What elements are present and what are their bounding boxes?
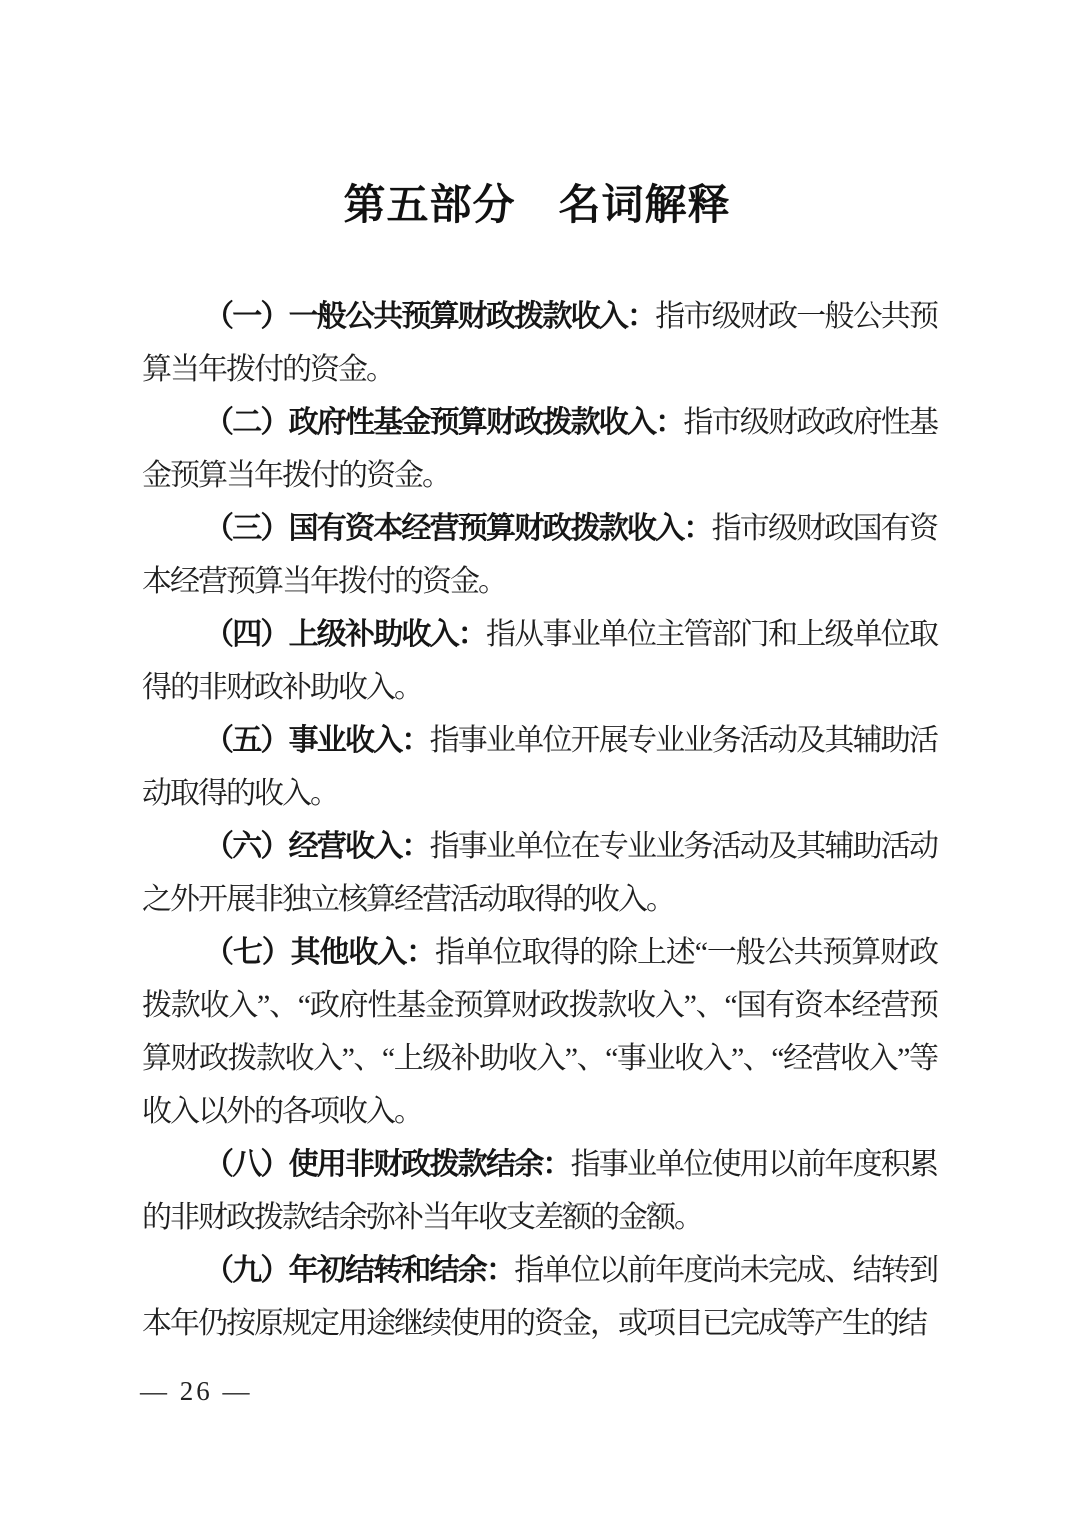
term-definition: 指事业单位开展专业业务活动及其辅助活动取得的收入。 — [142, 724, 938, 810]
term-label: （一）一般公共预算财政拨款收入： — [204, 300, 656, 333]
term-label: （六）经营收入： — [204, 830, 430, 863]
term-definition: 指事业单位在专业业务活动及其辅助活动之外开展非独立核算经营活动取得的收入。 — [142, 830, 938, 916]
term-definition: 指从事业单位主管部门和上级单位取得的非财政补助收入。 — [142, 618, 937, 704]
glossary-paragraph — [142, 1138, 937, 1244]
page-title: 第五部分 名词解释 — [343, 183, 731, 229]
glossary-paragraph — [142, 714, 937, 820]
glossary-paragraph — [142, 1244, 937, 1350]
term-label: （五）事业收入： — [204, 724, 430, 757]
term-label: （四）上级补助收入： — [204, 618, 486, 651]
term-definition: 指市级财政政府性基金预算当年拨付的资金。 — [142, 406, 938, 492]
term-definition: 指事业单位使用以前年度积累的非财政拨款结余弥补当年收支差额的金额。 — [142, 1148, 938, 1234]
glossary-paragraph — [142, 290, 937, 396]
glossary-paragraph — [142, 820, 937, 926]
term-definition: 指单位以前年度尚未完成、结转到本年仍按原规定用途继续使用的资金，或项目已完成等产生的结 — [142, 1254, 938, 1340]
glossary-paragraph — [142, 608, 937, 714]
term-label: （二）政府性基金预算财政拨款收入： — [204, 406, 684, 439]
term-label: （八）使用非财政拨款结余： — [204, 1148, 571, 1181]
glossary-paragraph — [142, 396, 937, 502]
glossary-paragraph — [142, 502, 937, 608]
term-label: （三）国有资本经营预算财政拨款收入： — [204, 512, 712, 545]
term-definition: 指市级财政国有资本经营预算当年拨付的资金。 — [142, 512, 938, 598]
term-label: （九）年初结转和结余： — [204, 1254, 515, 1287]
term-label: （七）其他收入： — [204, 936, 435, 969]
term-definition: 指市级财政一般公共预算当年拨付的资金。 — [142, 300, 938, 386]
page-number: — 26 — — [140, 1376, 253, 1406]
term-definition: 指单位取得的除上述“一般公共预算财政拨款收入”、“政府性基金预算财政拨款收入”、“国有资本经营预算财政拨款收入”、“上级补助收入”、“事业收入”、“经营收入”等收入以外的各项收入。 — [142, 936, 937, 1128]
glossary-paragraph — [142, 926, 937, 1138]
glossary-content — [142, 290, 937, 1350]
